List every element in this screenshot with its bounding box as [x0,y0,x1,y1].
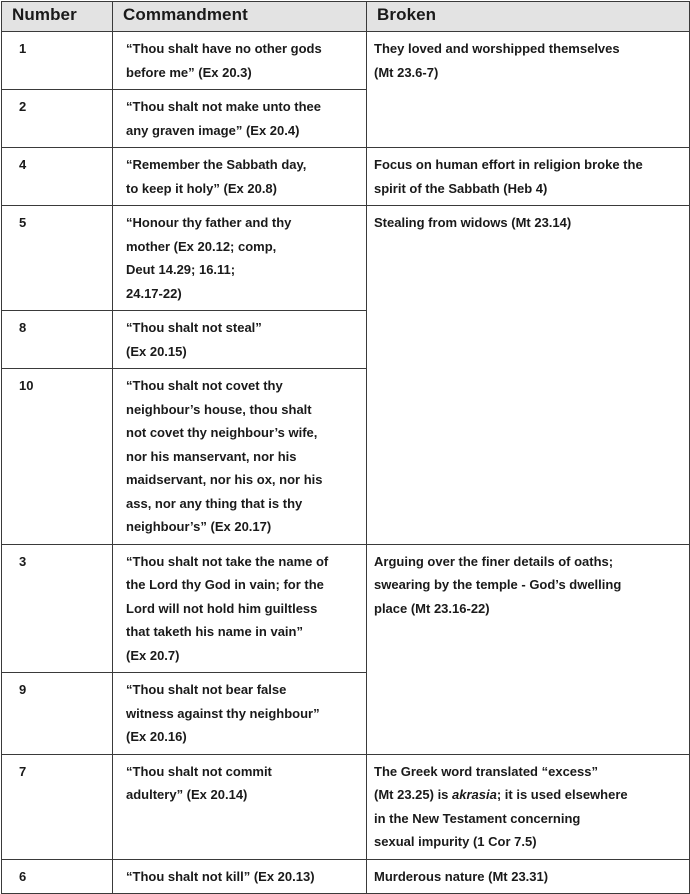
broken-text-start: The Greek word translated “excess” (Mt 23.25) is [374,763,598,802]
row-commandment: “Thou shalt not commit adultery” (Ex 20.14) [113,754,367,859]
row-commandment: “Thou shalt not bear false witness against thy neighbour” (Ex 20.16) [113,673,367,755]
row-number: 3 [2,544,113,673]
row-commandment: “Remember the Sabbath day, to keep it holy” (Ex 20.8) [113,148,367,206]
commandments-table [1,1,690,894]
broken-text-end: ; it is used elsewhere in the New Testament concerning sexual impurity (1 Cor 7.5) [374,787,628,849]
header-broken: Broken [367,2,690,32]
row-number: 10 [2,369,113,545]
row-commandment: “Thou shalt not steal” (Ex 20.15) [113,311,367,369]
row-commandment: “Thou shalt not covet thy neighbour’s house, thou shalt not covet thy neighbour’s wife, nor his manservant, nor his maidservant, nor his ox, nor his ass, nor any thing that is thy neighbour’s” (Ex 20.17) [113,369,367,545]
row-number: 8 [2,311,113,369]
row-broken: Arguing over the finer details of oaths; swearing by the temple - God’s dwelling place (Mt 23.16-22) [367,544,690,754]
row-broken: Stealing from widows (Mt 23.14) [367,206,690,545]
broken-italic-term: akrasia [452,787,497,802]
row-number: 6 [2,859,113,894]
table-row [2,148,690,206]
row-number: 7 [2,754,113,859]
table-row [2,32,690,90]
table-row [2,859,690,894]
row-number: 4 [2,148,113,206]
header-commandment: Commandment [113,2,367,32]
row-number: 9 [2,673,113,755]
header-number: Number [2,2,113,32]
row-number: 5 [2,206,113,311]
table-row [2,544,690,673]
row-broken [367,754,690,859]
row-broken: They loved and worshipped themselves (Mt 23.6-7) [367,32,690,148]
row-broken: Focus on human effort in religion broke the spirit of the Sabbath (Heb 4) [367,148,690,206]
row-broken: Murderous nature (Mt 23.31) [367,859,690,894]
table-row [2,206,690,311]
row-commandment: “Honour thy father and thy mother (Ex 20.12; comp, Deut 14.29; 16.11; 24.17-22) [113,206,367,311]
row-number: 2 [2,90,113,148]
table-row [2,754,690,859]
row-commandment: “Thou shalt not kill” (Ex 20.13) [113,859,367,894]
row-commandment: “Thou shalt not make unto thee any graven image” (Ex 20.4) [113,90,367,148]
header-row [2,2,690,32]
row-number: 1 [2,32,113,90]
row-commandment: “Thou shalt have no other gods before me” (Ex 20.3) [113,32,367,90]
row-commandment: “Thou shalt not take the name of the Lord thy God in vain; for the Lord will not hold him guiltless that taketh his name in vain” (Ex 20.7) [113,544,367,673]
